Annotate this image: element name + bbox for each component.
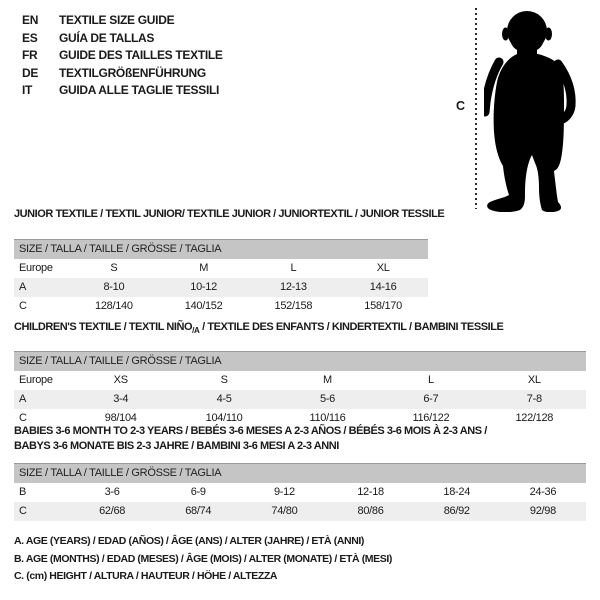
language-title: GUÍA DE TALLAS <box>59 30 155 45</box>
language-code: FR <box>22 48 38 62</box>
section-title <box>14 208 444 221</box>
size-table <box>14 463 586 521</box>
table-cell: 128/140 <box>95 300 133 312</box>
table-cell: 74/80 <box>241 502 327 521</box>
language-title: GUIDE DES TAILLES TEXTILE <box>59 48 223 62</box>
row-label: C <box>14 502 69 521</box>
table-cell: M <box>323 374 332 387</box>
table-cell: 140/152 <box>184 300 223 312</box>
size-header-cell: SIZE / TALLA / TAILLE / GRÖSSE / TAGLIA <box>14 240 428 259</box>
size-table <box>14 239 428 316</box>
table-cell: 14-16 <box>338 278 428 297</box>
section-title-subscript: /A <box>192 326 200 336</box>
table-cell: 24-36 <box>529 486 557 498</box>
section-title <box>14 321 586 337</box>
table-cell: 6-7 <box>379 390 482 409</box>
table-row <box>14 259 428 278</box>
table-cell: 98/104 <box>104 412 137 425</box>
language-title: GUIDA ALLE TAGLIE TESSILI <box>59 83 220 97</box>
language-title: TEXTILGRÖßENFÜHRUNG <box>59 65 206 80</box>
language-row <box>22 30 223 48</box>
row-label: C <box>19 412 27 425</box>
table-cell: 8-10 <box>69 278 159 297</box>
table-row <box>14 297 428 316</box>
table-cell: M <box>199 262 209 274</box>
table-cell: XL <box>376 262 390 274</box>
size-header-row <box>14 352 586 371</box>
size-header-cell: SIZE / TALLA / TAILLE / GRÖSSE / TAGLIA <box>14 352 586 371</box>
table-cell: 104/110 <box>205 412 243 425</box>
table-cell: 3-4 <box>69 390 172 409</box>
table-cell: 122/128 <box>515 412 554 425</box>
table-cell: S <box>110 262 118 274</box>
row-label: Europe <box>19 374 53 387</box>
size-section-children <box>14 321 586 428</box>
language-code: DE <box>22 65 39 80</box>
height-measure-label: C <box>456 99 466 113</box>
language-code: ES <box>22 30 38 45</box>
language-row <box>22 82 223 100</box>
language-code: IT <box>22 83 33 97</box>
size-section-babies <box>14 424 586 521</box>
section-title-line: BABYS 3-6 MONATE BIS 2-3 JAHRE / BAMBINI 3-6 MESI A 2-3 ANNI <box>14 440 339 452</box>
section-title <box>14 424 586 454</box>
table-cell: 158/170 <box>364 300 402 312</box>
table-cell: XS <box>113 374 128 387</box>
table-cell: 68/74 <box>155 502 241 521</box>
row-label: A <box>14 390 69 409</box>
language-list <box>22 12 223 100</box>
language-code: EN <box>22 13 39 27</box>
size-table <box>14 351 586 428</box>
row-label: B <box>19 486 27 498</box>
language-title: TEXTILE SIZE GUIDE <box>59 13 175 27</box>
table-cell: 12-18 <box>357 486 384 498</box>
table-cell: 80/86 <box>327 502 413 521</box>
size-header-row <box>14 464 586 483</box>
size-header-row <box>14 240 428 259</box>
footnote-line: B. AGE (MONTHS) / EDAD (MESES) / ÂGE (MOIS) / ALTER (MONATE) / ETÀ (MESI) <box>14 552 392 565</box>
language-row <box>22 47 223 65</box>
table-cell: 7-8 <box>483 390 586 409</box>
table-cell: L <box>290 262 297 274</box>
table-cell: 92/98 <box>500 502 586 521</box>
table-cell: 116/122 <box>412 412 450 425</box>
table-row <box>14 502 586 521</box>
table-cell: 6-9 <box>190 486 206 498</box>
row-label: Europe <box>19 262 53 274</box>
height-dashed-line <box>475 8 477 209</box>
table-row <box>14 483 586 502</box>
table-cell: 110/116 <box>309 412 346 425</box>
language-row <box>22 12 223 30</box>
table-row <box>14 390 586 409</box>
size-section-junior <box>14 208 444 316</box>
table-cell: 18-24 <box>443 486 471 498</box>
section-title-text: / TEXTILE DES ENFANTS / KINDERTEXTIL / BAMBINI TESSILE <box>199 321 504 333</box>
size-header-cell: SIZE / TALLA / TAILLE / GRÖSSE / TAGLIA <box>14 464 586 483</box>
language-row <box>22 65 223 83</box>
section-title-text: CHILDREN'S TEXTILE / TEXTIL NIÑO <box>14 321 193 333</box>
table-row <box>14 278 428 297</box>
table-cell: 12-13 <box>249 278 339 297</box>
section-title-line: BABIES 3-6 MONTH TO 2-3 YEARS / BEBÉS 3-6 MESES A 2-3 AÑOS / BÉBÉS 3-6 MOIS À 2-3 ANS / <box>14 425 487 437</box>
table-cell: 3-6 <box>104 486 120 498</box>
table-cell: 4-5 <box>172 390 275 409</box>
table-cell: 152/158 <box>274 300 313 312</box>
table-cell: 86/92 <box>414 502 500 521</box>
footnote-line: A. AGE (YEARS) / EDAD (AÑOS) / ÂGE (ANS) / ALTER (JAHRE) / ETÀ (ANNI) <box>14 535 365 547</box>
table-cell: XL <box>527 374 541 387</box>
section-title-line: JUNIOR TEXTILE / TEXTIL JUNIOR/ TEXTILE JUNIOR / JUNIORTEXTIL / JUNIOR TESSILE <box>14 208 445 220</box>
baby-silhouette-icon <box>484 6 590 212</box>
footnote-line: C. (cm) HEIGHT / ALTURA / HAUTEUR / HÖHE / ALTEZZA <box>14 570 278 582</box>
row-label: C <box>19 300 27 312</box>
table-cell: S <box>220 374 228 387</box>
table-cell: 10-12 <box>159 278 249 297</box>
row-label: A <box>14 278 69 297</box>
table-row <box>14 371 586 390</box>
table-cell: 9-12 <box>273 486 295 498</box>
footnotes <box>14 533 392 586</box>
table-cell: 5-6 <box>276 390 379 409</box>
table-cell: 62/68 <box>69 502 155 521</box>
table-cell: L <box>427 374 434 387</box>
height-figure <box>450 0 600 220</box>
